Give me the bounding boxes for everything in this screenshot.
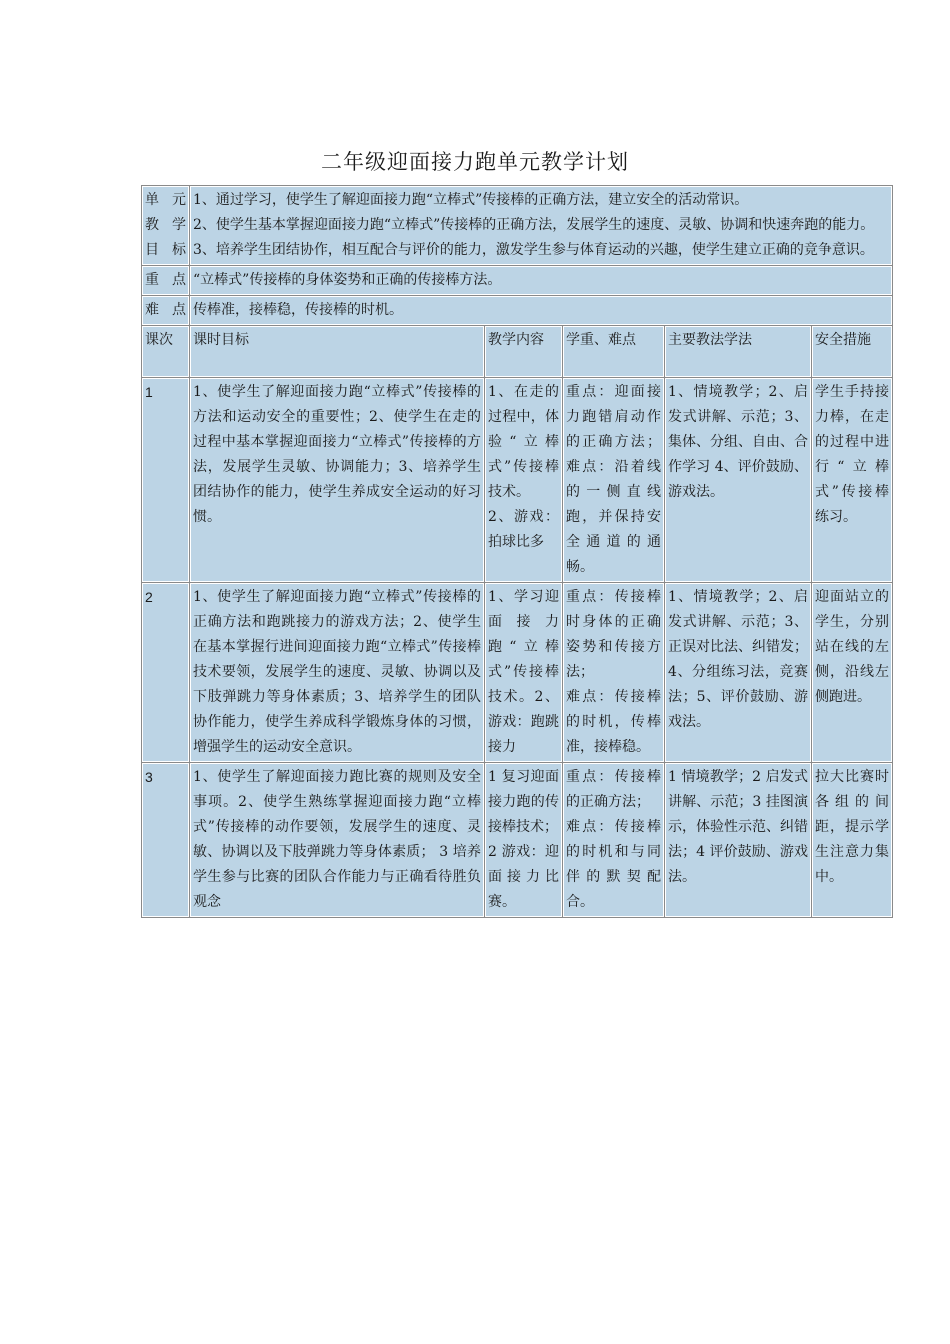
- lesson-method: 1、情境教学；2、启发式讲解、示范；3、集体、分组、自由、合作学习 4、评价鼓励、游戏法。: [665, 378, 812, 583]
- content-item: 2、游戏：拍球比多: [488, 509, 559, 550]
- key-point-row: [142, 266, 893, 296]
- lesson-method: 1、情境教学；2、启发式讲解、示范；3、正误对比法、纠错发；4、分组练习法，竞赛法；5、评价鼓励、游戏法。: [665, 583, 812, 763]
- header-focus: 学重、难点: [563, 326, 665, 378]
- key-point-text: “立棒式”传接棒的身体姿势和正确的传接棒方法。: [190, 266, 893, 296]
- focus-item: 难点：传接棒的时机，传棒准，接棒稳。: [566, 689, 661, 755]
- difficulty-label: 难点: [142, 296, 190, 326]
- unit-goal-item: 2、使学生基本掌握迎面接力跑“立棒式”传接棒的正确方法，发展学生的速度、灵敏、协调和快速奔跑的能力。: [193, 217, 875, 233]
- lesson-focus: [563, 583, 665, 763]
- lesson-content: [485, 378, 563, 583]
- lesson-content: [485, 763, 563, 918]
- unit-goal-label: 单元教学目标: [142, 186, 190, 266]
- unit-goal-text: [190, 186, 893, 266]
- key-point-label: 重点: [142, 266, 190, 296]
- lesson-safety: 拉大比赛时各组的间距，提示学生注意力集中。: [812, 763, 893, 918]
- lesson-row: [142, 583, 893, 763]
- content-item: 1、学习迎面接力跑“立棒式”传接棒技术。2、游戏：跑跳接力: [488, 589, 559, 755]
- lesson-number: 3: [142, 763, 190, 918]
- lesson-objective: 1、使学生了解迎面接力跑“立棒式”传接棒的正确方法和跑跳接力的游戏方法；2、使学生在基本掌握行进间迎面接力跑“立棒式”传接棒技术要领，发展学生的速度、灵敏、协调以及下肢弹跳力等身体素质；3、培养学生的团队协作能力，使学生养成科学锻炼身体的习惯，增强学生的运动安全意识。: [190, 583, 485, 763]
- header-safety: 安全措施: [812, 326, 893, 378]
- focus-item: 重点：传接棒时身体的正确姿势和传接方法；: [566, 589, 661, 680]
- teaching-plan-table: [141, 185, 893, 918]
- lesson-number: 1: [142, 378, 190, 583]
- header-method: 主要教法学法: [665, 326, 812, 378]
- lesson-row: [142, 763, 893, 918]
- content-item: 1 复习迎面接力跑的传接棒技术；: [488, 769, 559, 835]
- content-item: 2 游戏：迎面接力比赛。: [488, 844, 559, 910]
- unit-goal-item: 1、通过学习，使学生了解迎面接力跑“立棒式”传接棒的正确方法，建立安全的活动常识。: [193, 192, 749, 208]
- lesson-focus: [563, 763, 665, 918]
- lesson-safety: 学生手持接力棒，在走的过程中进行“立棒式”传接棒练习。: [812, 378, 893, 583]
- lesson-safety: 迎面站立的学生，分别站在线的左侧，沿线左侧跑进。: [812, 583, 893, 763]
- document-title: 二年级迎面接力跑单元教学计划: [321, 150, 629, 174]
- lesson-objective: 1、使学生了解迎面接力跑“立棒式”传接棒的方法和运动安全的重要性；2、使学生在走的过程中基本掌握迎面接力“立棒式”传接棒的方法，发展学生灵敏、协调能力；3、培养学生团结协作的能力，使学生养成安全运动的好习惯。: [190, 378, 485, 583]
- focus-item: 重点：传接棒的正确方法；: [566, 769, 661, 810]
- lesson-method: 1 情境教学；2 启发式讲解、示范；3 挂图演示，体验性示范、纠错法；4 评价鼓励、游戏法。: [665, 763, 812, 918]
- unit-goal-row: [142, 186, 893, 266]
- focus-item: 难点：传接棒的时机和与同伴的默契配合。: [566, 819, 661, 910]
- lesson-focus: [563, 378, 665, 583]
- header-content: 教学内容: [485, 326, 563, 378]
- content-item: 1、在走的过程中，体验“立棒式”传接棒技术。: [488, 384, 559, 500]
- header-row: [142, 326, 893, 378]
- unit-goal-item: 3、培养学生团结协作，相互配合与评价的能力，激发学生参与体育运动的兴趣，使学生建立正确的竞争意识。: [193, 242, 874, 258]
- lesson-number: 2: [142, 583, 190, 763]
- lesson-row: [142, 378, 893, 583]
- lesson-content: [485, 583, 563, 763]
- difficulty-row: [142, 296, 893, 326]
- lesson-objective: 1、使学生了解迎面接力跑比赛的规则及安全事项。2、使学生熟练掌握迎面接力跑“立棒式”传接棒的动作要领，发展学生的速度、灵敏、协调以及下肢弹跳力等身体素质； 3 培养学生参与比赛的团队合作能力与正确看待胜负观念: [190, 763, 485, 918]
- focus-item: 重点：迎面接力跑错肩动作的正确方法；难点：沿着线的一侧直线跑，并保持安全通道的通畅。: [566, 384, 661, 575]
- header-lesson: 课次: [142, 326, 190, 378]
- header-objective: 课时目标: [190, 326, 485, 378]
- difficulty-text: 传棒准，接棒稳，传接棒的时机。: [190, 296, 893, 326]
